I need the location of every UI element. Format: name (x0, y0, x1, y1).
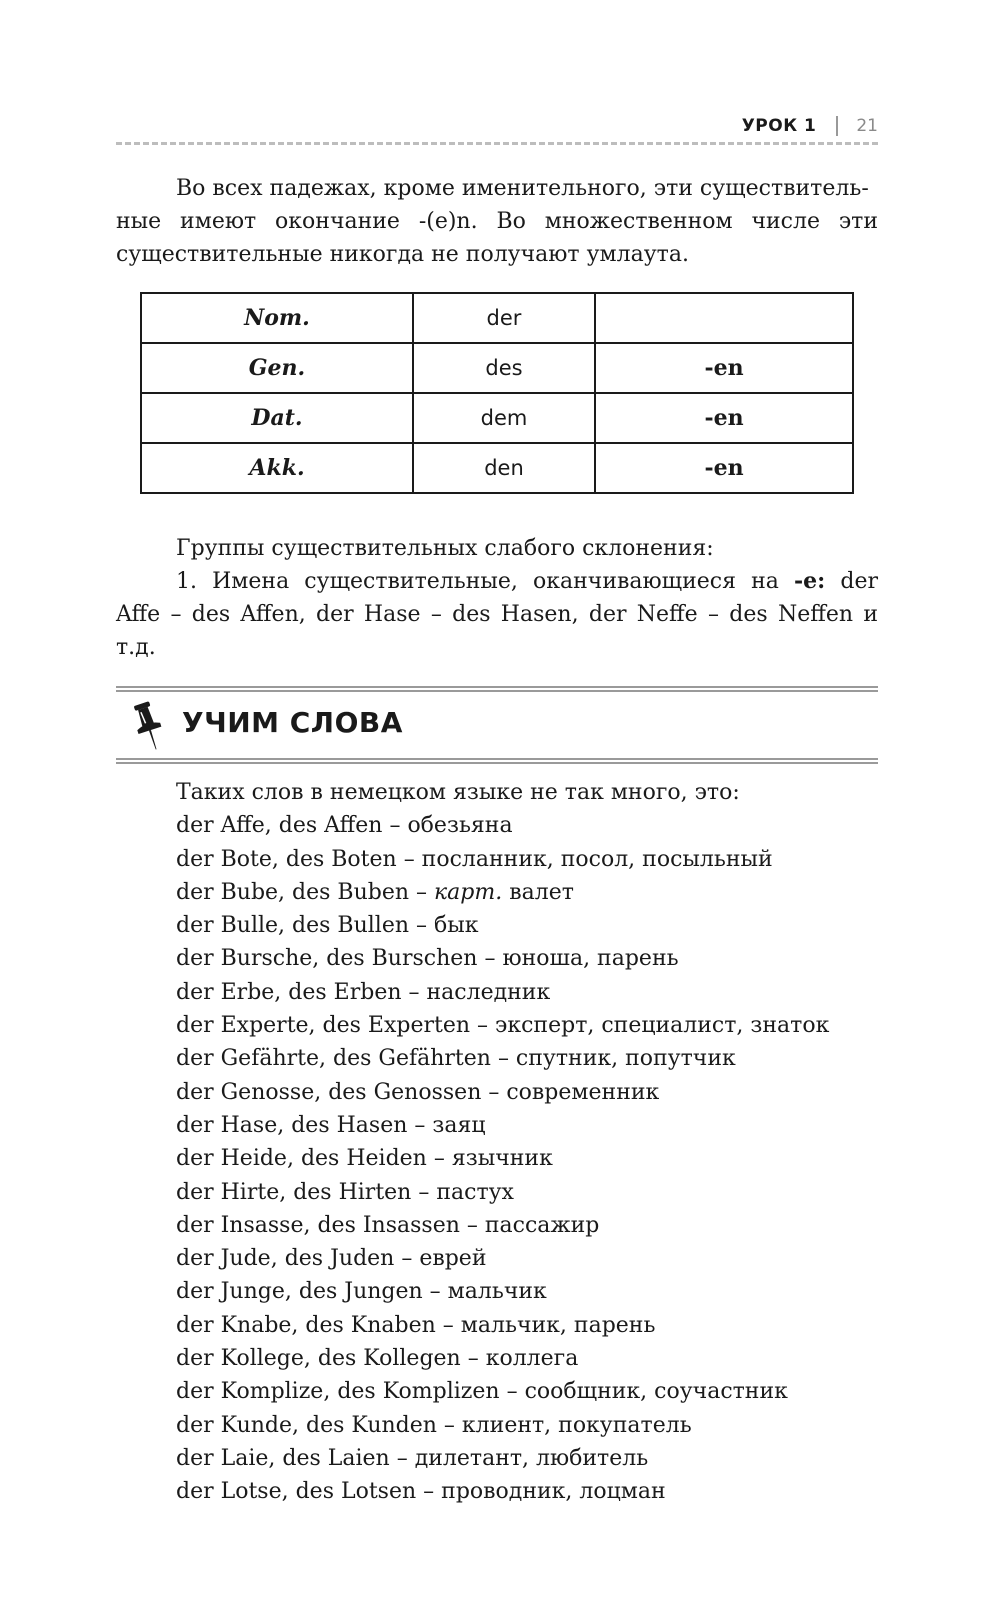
case-cell: Akk. (141, 443, 413, 493)
vocab-item: der Lotse, des Lotsen – проводник, лоцман (176, 1479, 666, 1505)
vocab-item: der Komplize, des Komplizen – сообщник, соучастник (176, 1379, 788, 1405)
intro-rest: ные имеют окончание -(e)n. Во множественном числе эти существительные никогда не получают умлаута. (116, 209, 878, 267)
section-header (116, 686, 878, 764)
table-row (141, 443, 853, 493)
table-row (141, 293, 853, 343)
vocab-item: der Genosse, des Genossen – современник (176, 1079, 660, 1105)
vocab-list (176, 776, 876, 1509)
vocab-item: der Bote, des Boten – посланник, посол, посыльный (176, 846, 773, 872)
vocab-item-translation: валет (502, 879, 574, 905)
vocab-item: der Bulle, des Bullen – бык (176, 913, 479, 939)
page-header (116, 112, 878, 142)
article-cell: der (413, 293, 595, 343)
case-cell: Dat. (141, 393, 413, 443)
group-item-1-examples: der Affe – des Affen, der Hase – des Hasen, der Neffe – des Neffen и т.д. (116, 569, 878, 660)
vocab-item: der Laie, des Laien – дилетант, любитель (176, 1445, 649, 1471)
section-rule-top (116, 686, 878, 692)
header-divider (116, 142, 878, 145)
vocab-item (176, 876, 876, 909)
table-row (141, 343, 853, 393)
vocab-item-abbrev: карт. (434, 879, 503, 905)
pushpin-icon (130, 700, 170, 758)
groups-heading: Группы существительных слабого склонения: (176, 536, 714, 561)
ending-cell: -en (595, 443, 853, 493)
page-number: 21 (856, 116, 878, 136)
group-item-1-ending: -e: (794, 568, 826, 594)
table-row (141, 393, 853, 443)
article-cell: des (413, 343, 595, 393)
intro-paragraph (116, 172, 878, 271)
vocab-item: der Hirte, des Hirten – пастух (176, 1179, 514, 1205)
vocab-item: der Jude, des Juden – еврей (176, 1246, 487, 1272)
vocab-item: der Experte, des Experten – эксперт, специалист, знаток (176, 1013, 830, 1039)
ending-cell (595, 293, 853, 343)
article-cell: den (413, 443, 595, 493)
vocab-item: der Junge, des Jungen – мальчик (176, 1279, 547, 1305)
vocab-item: der Gefährte, des Gefährten – спутник, попутчик (176, 1046, 736, 1072)
section-title: УЧИМ СЛОВА (182, 706, 403, 739)
vocab-item: der Knabe, des Knaben – мальчик, парень (176, 1312, 656, 1338)
ending-cell: -en (595, 393, 853, 443)
header-separator (836, 116, 838, 136)
vocab-item: der Heide, des Heiden – язычник (176, 1146, 553, 1172)
intro-first-line: Во всех падежах, кроме именительного, эти существитель- (176, 176, 869, 201)
groups-paragraph (116, 532, 878, 664)
vocab-item: der Kunde, des Kunden – клиент, покупатель (176, 1412, 692, 1438)
case-cell: Gen. (141, 343, 413, 393)
vocab-item-text: der Bube, des Buben – (176, 879, 435, 905)
lesson-label: УРОК 1 (741, 116, 817, 136)
declension-table (140, 292, 854, 494)
running-head (742, 116, 878, 136)
section-rule-bottom (116, 758, 878, 764)
ending-cell: -en (595, 343, 853, 393)
article-cell: dem (413, 393, 595, 443)
vocab-item: der Insasse, des Insassen – пассажир (176, 1212, 600, 1238)
vocab-item: der Affe, des Affen – обезьяна (176, 813, 513, 839)
group-item-1-prefix: 1. Имена существительные, оканчивающиеся на (176, 569, 794, 594)
vocab-item: der Erbe, des Erben – наследник (176, 979, 551, 1005)
vocab-item: der Hase, des Hasen – заяц (176, 1112, 486, 1138)
vocab-item: der Bursche, des Burschen – юноша, парень (176, 946, 679, 972)
case-cell: Nom. (141, 293, 413, 343)
vocab-intro-text: Таких слов в немецком языке не так много, это: (176, 780, 740, 805)
vocab-item: der Kollege, des Kollegen – коллега (176, 1346, 579, 1372)
vocab-intro (176, 776, 876, 809)
group-item-1 (116, 565, 878, 664)
